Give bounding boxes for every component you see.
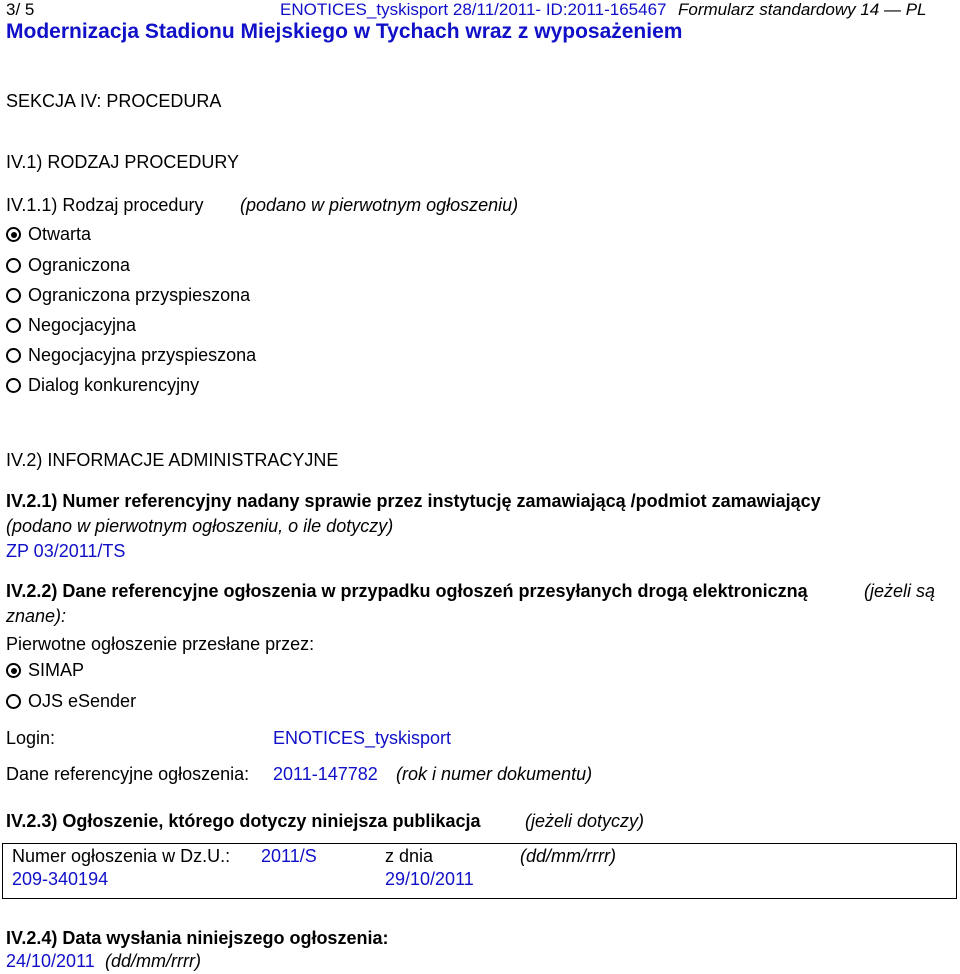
iv22-note-a: (jeżeli są [864, 581, 936, 601]
sent-by-label: Pierwotne ogłoszenie przesłane przez: [6, 634, 315, 654]
option-label-dialog-konkurencyjny: Dialog konkurencyjny [28, 375, 200, 395]
form-type: Formularz standardowy 14 — PL [678, 0, 927, 19]
ref-value: 2011-147782 [273, 764, 378, 784]
login-value: ENOTICES_tyskisport [273, 728, 452, 748]
login-label: Login: [6, 728, 56, 748]
option-label-ograniczona-przyspieszona: Ograniczona przyspieszona [28, 285, 251, 305]
iv2-title: IV.2) INFORMACJE ADMINISTRACYJNE [6, 450, 339, 470]
radio-ojs-esender[interactable] [6, 694, 21, 709]
option-label-negocjacyjna-przyspieszona: Negocjacyjna przyspieszona [28, 345, 257, 365]
iv21-note: (podano w pierwotnym ogłoszeniu, o ile dotyczy) [6, 516, 394, 536]
oj-number-part-a: 2011/S [261, 846, 317, 866]
oj-number-label: Numer ogłoszenia w Dz.U.: [12, 846, 231, 866]
iv23-note: (jeżeli dotyczy) [525, 811, 645, 831]
radio-negocjacyjna[interactable] [6, 318, 21, 333]
radio-negocjacyjna-przyspieszona[interactable] [6, 348, 21, 363]
radio-simap[interactable] [6, 663, 21, 678]
iv21-label: IV.2.1) Numer referencyjny nadany sprawie przez instytucję zamawiającą /podmiot zamawiający [6, 491, 821, 511]
date-format: (dd/mm/rrrr) [520, 846, 616, 866]
oj-number-part-b: 209-340194 [12, 869, 109, 889]
option-label-otwarta: Otwarta [28, 224, 92, 244]
radio-ograniczona-przyspieszona[interactable] [6, 288, 21, 303]
ref-note: (rok i numer dokumentu) [396, 764, 593, 784]
date-label: z dnia [385, 846, 434, 866]
option-label-negocjacyjna: Negocjacyjna [28, 315, 137, 335]
notice-id: ENOTICES_tyskisport 28/11/2011- ID:2011-165467 [280, 0, 667, 19]
document-title: Modernizacja Stadionu Miejskiego w Tychach wraz z wyposażeniem [6, 20, 683, 43]
date-value: 29/10/2011 [385, 869, 474, 889]
radio-ograniczona[interactable] [6, 258, 21, 273]
dispatch-date: 24/10/2011 [6, 951, 95, 971]
dispatch-date-format: (dd/mm/rrrr) [105, 951, 201, 971]
iv1-title: IV.1) RODZAJ PROCEDURY [6, 152, 240, 172]
radio-otwarta[interactable] [6, 227, 21, 242]
reference-number: ZP 03/2011/TS [6, 541, 126, 561]
iv11-label: IV.1.1) Rodzaj procedury [6, 195, 204, 215]
option-label-simap: SIMAP [28, 660, 85, 680]
option-label-ograniczona: Ograniczona [28, 255, 131, 275]
section-title: SEKCJA IV: PROCEDURA [6, 91, 222, 111]
ref-label: Dane referencyjne ogłoszenia: [6, 764, 250, 784]
radio-dialog-konkurencyjny[interactable] [6, 378, 21, 393]
iv22-note-b: znane): [6, 606, 67, 626]
option-label-ojs-esender: OJS eSender [28, 691, 137, 711]
iv24-label: IV.2.4) Data wysłania niniejszego ogłoszenia: [6, 928, 389, 948]
iv22-label: IV.2.2) Dane referencyjne ogłoszenia w przypadku ogłoszeń przesyłanych drogą elektroniczną [6, 581, 808, 601]
iv11-note: (podano w pierwotnym ogłoszeniu) [240, 195, 519, 215]
page-number: 3/ 5 [6, 0, 35, 19]
iv23-label: IV.2.3) Ogłoszenie, którego dotyczy niniejsza publikacja [6, 811, 481, 831]
